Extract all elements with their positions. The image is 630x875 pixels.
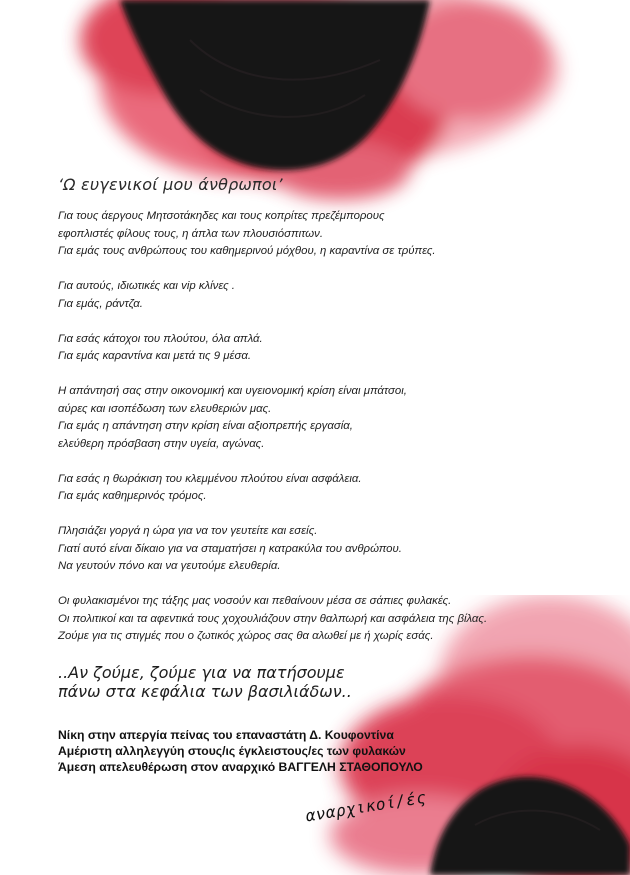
stanza-1	[58, 208, 578, 261]
poem-closing	[58, 663, 578, 701]
stanza-7	[58, 593, 578, 646]
signature: αναρχικοί/ές	[304, 787, 428, 826]
closing-line: ..Αν ζούμε, ζούμε για να πατήσουμε	[58, 663, 345, 682]
poem-line: Γιατί αυτό είναι δίκαιο για να σταματήσει η κατρακύλα του ανθρώπου.	[58, 542, 402, 555]
poem-line: Να γευτούν πόνο και να γευτούμε ελευθερία.	[58, 560, 281, 572]
stanza-5	[58, 471, 578, 506]
slogan-line: Αμέριστη αλληλεγγύη στους/ις έγκλειστους/ες των φυλακών	[58, 744, 406, 758]
poem-line: Για εμάς καθημερινός τρόμος.	[58, 490, 207, 502]
poem-line: Οι πολιτικοί και τα αφεντικά τους χοχουλιάζουν στην θαλπωρή και ασφάλεια της βίλας.	[58, 612, 488, 625]
poem-line: Πλησιάζει γοργά η ώρα για να τον γευτείτε και εσείς.	[58, 525, 318, 537]
poem-line: αύρες και ισοπέδωση των ελευθεριών μας.	[58, 402, 272, 415]
poem-line: Για εμάς καραντίνα και μετά τις 9 μέσα.	[58, 350, 252, 362]
poem-line: ελεύθερη πρόσβαση στην υγεία, αγώνας.	[58, 437, 265, 450]
slogan-line: Άμεση απελευθέρωση στον αναρχικό ΒΑΓΓΕΛΗ ΣΤΑΘΟΠΟΥΛΟ	[58, 760, 423, 774]
poem-line: Για εμάς η απάντηση στην κρίση είναι αξιοπρεπής εργασία,	[58, 420, 353, 432]
poem-line: Για εμάς τους ανθρώπους του καθημερινού μόχθου, η καραντίνα σε τρύπες.	[58, 245, 436, 257]
poem-line: Για εμάς, ράντζα.	[58, 297, 143, 310]
closing-line: πάνω στα κεφάλια των βασιλιάδων..	[58, 682, 352, 701]
poem-line: Ζούμε για τις στιγμές που ο ζωτικός χώρος σας θα αλωθεί με ή χωρίς εσάς.	[58, 630, 434, 642]
poem-line: Για τους άεργους Μητσοτάκηδες και τους κοπρίτες πρεζέμπορους	[58, 210, 385, 222]
stanza-2	[58, 278, 578, 313]
poem-line: Για εσάς η θωράκιση του κλεμμένου πλούτου είναι ασφάλεια.	[58, 472, 362, 485]
stanza-3	[58, 331, 578, 366]
poem-line: εφοπλιστές φίλους τους, η άπλα των πλουσιόσπιτων.	[58, 227, 324, 240]
stanza-4	[58, 383, 578, 453]
stanza-6	[58, 523, 578, 576]
poem-line: Οι φυλακισμένοι της τάξης μας νοσούν και πεθαίνουν μέσα σε σάπιες φυλακές.	[58, 595, 452, 607]
poem-line: Η απάντησή σας στην οικονομική και υγειονομική κρίση είναι μπάτσοι,	[58, 385, 407, 397]
poem-title: ‘Ω ευγενικοί μου άνθρωποι’	[58, 175, 283, 194]
slogans-block	[58, 727, 578, 775]
slogan-line: Νίκη στην απεργία πείνας του επαναστάτη Δ. Κουφοντίνα	[58, 728, 394, 742]
poem-content	[58, 175, 578, 775]
poem-line: Για εσάς κάτοχοι του πλούτου, όλα απλά.	[58, 332, 263, 345]
poem-line: Για αυτούς, ιδιωτικές και vip κλίνες .	[58, 280, 235, 292]
